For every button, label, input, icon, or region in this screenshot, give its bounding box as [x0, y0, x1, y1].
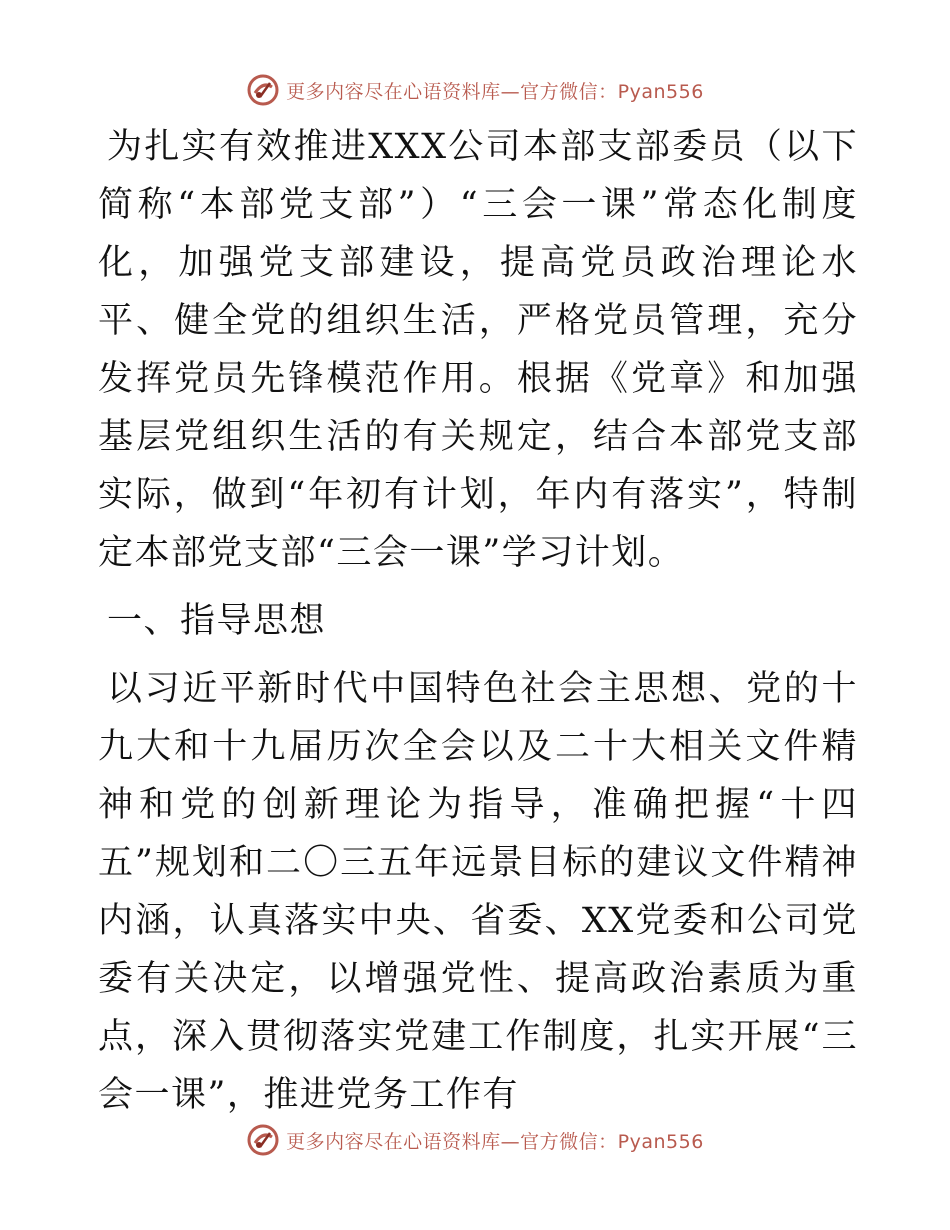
section-heading: 一、指导思想 [107, 601, 327, 641]
logo-icon [246, 73, 280, 107]
document-body [98, 118, 858, 1124]
watermark-top [0, 70, 950, 110]
watermark-text: 更多内容尽在心语资料库—官方微信：Pyan556 [286, 1130, 704, 1153]
logo-icon [246, 1123, 280, 1157]
watermark-text: 更多内容尽在心语资料库—官方微信：Pyan556 [286, 80, 704, 103]
intro-paragraph: 为扎实有效推进XXX公司本部支部委员（以下简称“本部党支部”）“三会一课”常态化制度化，加强党支部建设，提高党员政治理论水平、健全党的组织生活，严格党员管理，充分发挥党员先锋模范作用。根据《党章》和加强基层党组织生活的有关规定，结合本部党支部实际，做到“年初有计划，年内有落实”，特制定本部党支部“三会一课”学习计划。 [98, 127, 858, 573]
section-paragraph: 以习近平新时代中国特色社会主思想、党的十九大和十九届历次全会以及二十大相关文件精神和党的创新理论为指导，准确把握“十四五”规划和二〇三五年远景目标的建议文件精神内涵，认真落实中央、省委、XX党委和公司党委有关决定，以增强党性、提高政治素质为重点，深入贯彻落实党建工作制度，扎实开展“三会一课”，推进党务工作有 [98, 669, 858, 1115]
watermark-bottom [0, 1120, 950, 1160]
